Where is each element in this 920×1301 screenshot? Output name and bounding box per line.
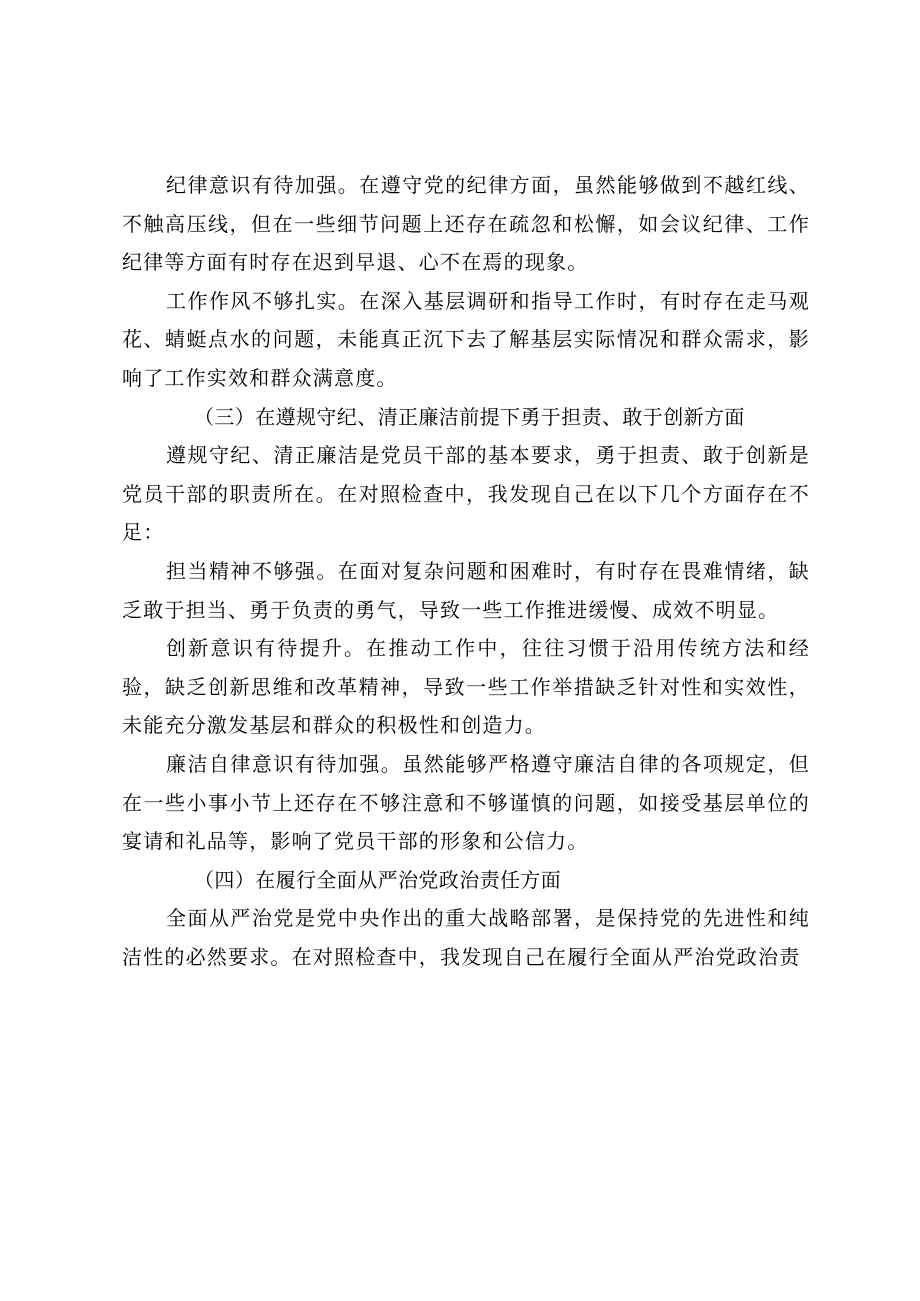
document-body	[122, 166, 810, 976]
section-heading-3: （三）在遵规守纪、清正廉洁前提下勇于担责、敢于创新方面	[194, 404, 745, 429]
paragraph-section-3-intro: 遵规守纪、清正廉洁是党员干部的基本要求，勇于担责、敢于创新是党员干部的职责所在。在对照检查中，我发现自己在以下几个方面存在不足：	[122, 443, 810, 545]
paragraph-integrity: 廉洁自律意识有待加强。虽然能够严格遵守廉洁自律的各项规定，但在一些小事小节上还存在不够注意和不够谨慎的问题，如接受基层单位的宴请和礼品等，影响了党员干部的形象和公信力。	[122, 751, 810, 854]
section-heading-4: （四）在履行全面从严治党政治责任方面	[194, 867, 562, 892]
paragraph-work-style: 工作作风不够扎实。在深入基层调研和指导工作时，有时存在走马观花、蜻蜓点水的问题，未能真正沉下去了解基层实际情况和群众需求，影响了工作实效和群众满意度。	[122, 288, 810, 390]
paragraph-section-4-intro: 全面从严治党是党中央作出的重大战略部署，是保持党的先进性和纯洁性的必然要求。在对照检查中，我发现自己在履行全面从严治党政治责	[122, 906, 810, 969]
paragraph-responsibility: 担当精神不够强。在面对复杂问题和困难时，有时存在畏难情绪，缺乏敢于担当、勇于负责的勇气，导致一些工作推进缓慢、成效不明显。	[122, 558, 810, 622]
paragraph-innovation: 创新意识有待提升。在推动工作中，往往习惯于沿用传统方法和经验，缺乏创新思维和改革精神，导致一些工作举措缺乏针对性和实效性，未能充分激发基层和群众的积极性和创造力。	[122, 636, 810, 738]
paragraph-discipline-awareness: 纪律意识有待加强。在遵守党的纪律方面，虽然能够做到不越红线、不触高压线，但在一些细节问题上还存在疏忽和松懈，如会议纪律、工作纪律等方面有时存在迟到早退、心不在焉的现象。	[122, 173, 810, 275]
